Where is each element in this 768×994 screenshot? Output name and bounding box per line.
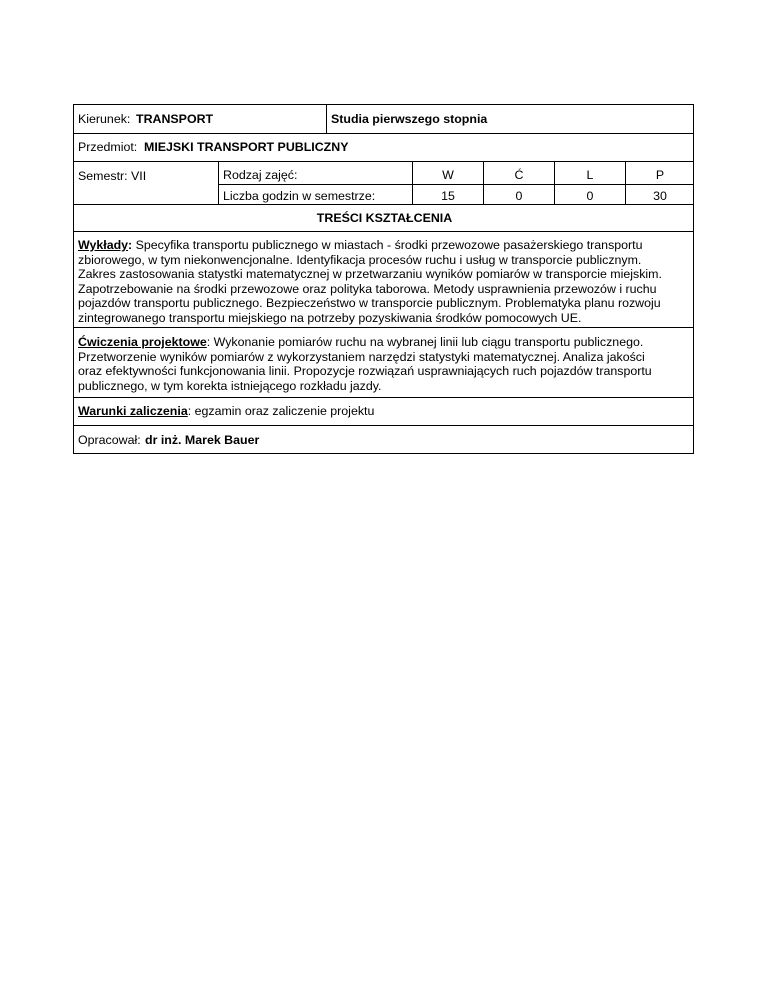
cwiczenia-line: Przetworzenie wyników pomiarów z wykorzystaniem narzędzi statystyki matematycznej. Analiza jakości (78, 349, 645, 364)
wyklady-paragraph (78, 238, 687, 326)
hours-value-p: 30 (653, 189, 667, 203)
liczba-godzin-label: Liczba godzin w semestrze: (223, 189, 376, 203)
divider (218, 162, 219, 204)
row-wyklady (74, 232, 693, 328)
cwiczenia-line: : Wykonanie pomiarów ruchu na wybranej linii lub ciągu transportu publicznego. (206, 335, 644, 349)
row-semestr (74, 162, 693, 205)
row-cwiczenia (74, 328, 693, 398)
cwiczenia-label: Ćwiczenia projektowe (78, 335, 207, 349)
row-kierunek (74, 105, 693, 134)
rodzaj-zajec-label: Rodzaj zajęć: (223, 168, 298, 182)
warunki-label: Warunki zaliczenia (78, 404, 188, 418)
wyklady-line: zbiorowego, w tym niekonwencjonalne. Identyfikacja procesów ruchu i usług w transporcie publicznym. (78, 252, 642, 267)
warunki-paragraph (78, 404, 687, 419)
wyklady-line: Specyfika transportu publicznego w miastach - środki przewozowe pasażerskiego transportu (132, 238, 643, 252)
cwiczenia-line: oraz efektywności funkcjonowania linii. Propozycje rozwiązań usprawniających ruch pojazdów transportu (78, 364, 652, 379)
opracowal-value: dr inż. Marek Bauer (145, 433, 260, 447)
row-tresci-heading (74, 205, 693, 232)
column-header-l: L (586, 168, 594, 182)
hours-value-c: 0 (515, 189, 523, 203)
wyklady-line: Zakres zastosowania statystki matematycznej w przetwarzaniu wyników pomiarów w transporcie miejskim. (78, 267, 662, 282)
row-warunki (74, 398, 693, 426)
wyklady-colon: : (128, 238, 133, 252)
cwiczenia-line: publicznego, w tym korekta istniejącego rozkładu jazdy. (78, 378, 382, 393)
wyklady-label: Wykłady (78, 238, 129, 252)
kierunek-label: Kierunek: (78, 112, 131, 126)
przedmiot-label: Przedmiot: (78, 140, 138, 154)
column-header-c: Ć (514, 168, 524, 182)
hours-value-l: 0 (586, 189, 594, 203)
cwiczenia-paragraph (78, 335, 687, 393)
studia-label: Studia pierwszego stopnia (331, 112, 488, 126)
column-header-w: W (442, 168, 454, 182)
syllabus-table (73, 104, 694, 454)
row-przedmiot (74, 134, 693, 162)
column-header-p: P (655, 168, 665, 182)
opracowal-label: Opracował: (78, 433, 141, 447)
hours-value-w: 15 (441, 189, 455, 203)
divider (218, 184, 693, 185)
row-opracowal (74, 426, 693, 454)
warunki-text: : egzamin oraz zaliczenie projektu (187, 404, 375, 418)
przedmiot-value: MIEJSKI TRANSPORT PUBLICZNY (144, 140, 349, 154)
wyklady-line: pojazdów transportu publicznego. Bezpieczeństwo w transporcie publicznym. Problematyka planu rozwoju (78, 296, 661, 311)
tresci-heading: TREŚCI KSZTAŁCENIA (316, 211, 453, 225)
kierunek-value: TRANSPORT (136, 112, 214, 126)
divider (326, 105, 327, 133)
wyklady-line: zintegrowanego transportu miejskiego na potrzeby pozyskiwania środków pomocowych UE. (78, 310, 582, 325)
semestr-label: Semestr: VII (78, 169, 147, 183)
wyklady-line: Zapotrzebowanie na środki przewozowe oraz polityka taborowa. Metody usprawnienia przewozów i ruchu (78, 281, 657, 296)
